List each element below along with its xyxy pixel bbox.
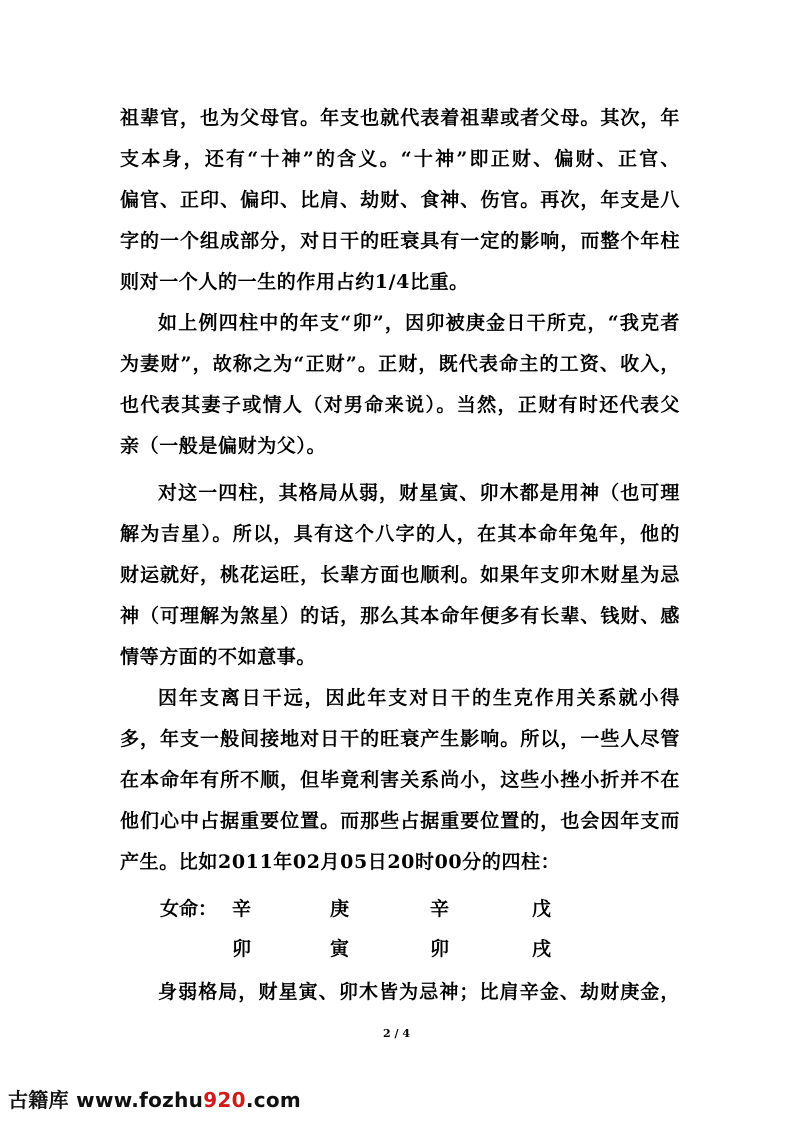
page-number: 2 / 4: [383, 1027, 410, 1040]
paragraph-first-line: 如上例四柱中的年支“卯”，因卯被庚金日干所克，“我克者: [158, 312, 680, 334]
body-line: 财运就好，桃花运旺，长辈方面也顺利。如果年支卯木财星为忌: [120, 564, 680, 586]
body-line: 多，年支一般间接地对日干的旺衰产生影响。所以，一些人尽管: [120, 728, 680, 750]
hour-stem: 戊: [532, 898, 552, 920]
paragraph-first-line: 对这一四柱，其格局从弱，财星寅、卯木都是用神（也可理: [158, 482, 680, 504]
body-line: 偏官、正印、偏印、比肩、劫财、食神、伤官。再次，年支是八: [120, 189, 680, 211]
body-line: 祖辈官，也为父母官。年支也就代表着祖辈或者父母。其次，年: [120, 107, 680, 129]
body-line: 神（可理解为煞星）的话，那么其本命年便多有长辈、钱财、感: [120, 605, 680, 627]
year-branch: 卯: [232, 938, 252, 960]
paragraph-first-line: 因年支离日干远，因此年支对日干的生克作用关系就小得: [158, 687, 680, 709]
month-branch: 寅: [330, 938, 350, 960]
body-line: 他们心中占据重要位置。而那些占据重要位置的，也会因年支而: [120, 810, 680, 832]
body-line: 则对一个人的一生的作用占约1/4比重。: [120, 271, 469, 293]
body-line: 亲（一般是偏财为父）。: [120, 435, 327, 457]
body-line: 情等方面的不如意事。: [120, 646, 317, 668]
watermark-site-name: 古籍库: [8, 1088, 69, 1112]
day-stem: 辛: [430, 898, 450, 920]
watermark-url-suffix: .com: [245, 1088, 302, 1112]
body-line: 也代表其妻子或情人（对男命来说）。当然，正财有时还代表父: [120, 394, 680, 416]
body-line: 字的一个组成部分，对日干的旺衰具有一定的影响，而整个年柱: [120, 230, 680, 252]
body-line: 解为吉星）。所以，具有这个八字的人，在其本命年兔年，他的: [120, 523, 680, 545]
site-watermark: [8, 1088, 301, 1112]
year-stem: 辛: [232, 898, 252, 920]
day-branch: 卯: [430, 938, 450, 960]
pillars-label: 女命：: [160, 898, 218, 920]
closing-line: 身弱格局，财星寅、卯木皆为忌神；比肩辛金、劫财庚金，: [158, 981, 680, 1003]
watermark-url-digits: 920: [203, 1088, 246, 1112]
watermark-url-prefix: www.fozhu: [76, 1088, 204, 1112]
body-line: 在本命年有所不顺，但毕竟利害关系尚小，这些小挫小折并不在: [120, 769, 680, 791]
body-line: 为妻财”，故称之为“正财”。正财，既代表命主的工资、收入，: [120, 353, 680, 375]
body-line: 支本身，还有“十神”的含义。“十神”即正财、偏财、正官、: [120, 148, 680, 170]
month-stem: 庚: [330, 898, 350, 920]
body-line: 产生。比如2011年02月05日20时00分的四柱：: [120, 851, 561, 873]
hour-branch: 戌: [532, 938, 552, 960]
